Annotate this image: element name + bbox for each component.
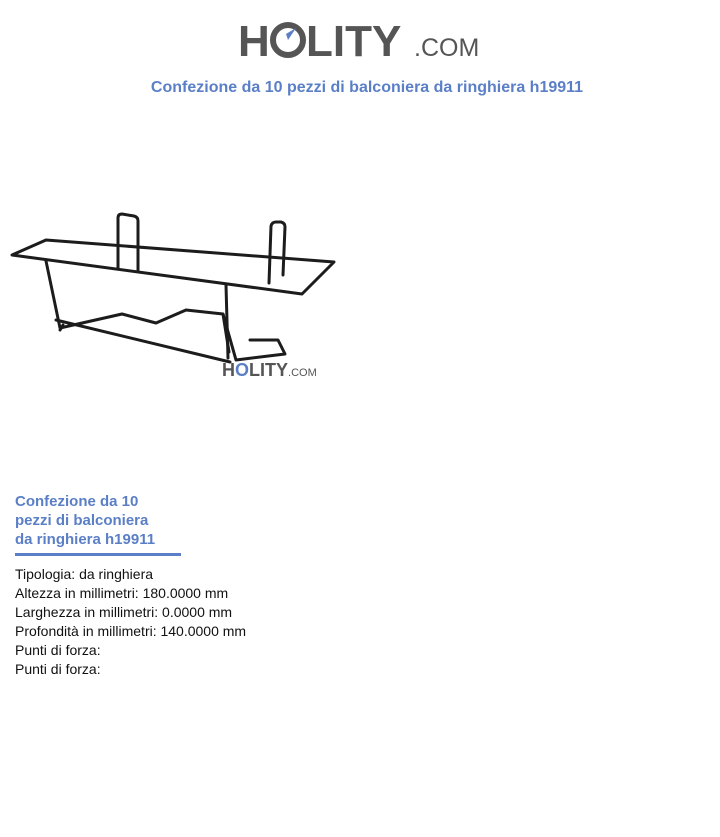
logo-suffix: .COM [414,34,480,62]
logo-letter-h: H [238,17,270,64]
product-heading-line: da ringhiera h19911 [15,531,156,548]
frame-hook-left [118,214,138,270]
heading-underline [15,553,181,556]
spec-height: Altezza in millimetri: 180.0000 mm [15,585,229,601]
balcony-planter-holder-icon [10,190,360,390]
spec-strengths: Punti di forza: [15,642,101,658]
logo-letters-lity: LITY [306,17,402,64]
image-watermark: HOLITY.COM [222,360,317,380]
spec-depth: Profondità in millimetri: 140.0000 mm [15,623,247,639]
spec-width: Larghezza in millimetri: 0.0000 mm [15,604,233,620]
spec-type: Tipologia: da ringhiera [15,566,154,582]
spec-strengths: Punti di forza: [15,661,101,677]
holity-logo [238,12,482,64]
frame-bottom-front [56,314,230,362]
frame-hook-right [269,222,285,283]
product-heading [15,492,180,549]
page-title: Confezione da 10 pezzi di balconiera da ringhiera h19911 [150,79,584,96]
frame-top-rim [12,240,334,294]
product-heading-line: pezzi di balconiera [15,512,149,529]
planter-frame [12,214,334,362]
product-heading-line: Confezione da 10 [15,493,139,510]
product-specs [15,565,246,679]
logo-o-accent [286,28,296,40]
